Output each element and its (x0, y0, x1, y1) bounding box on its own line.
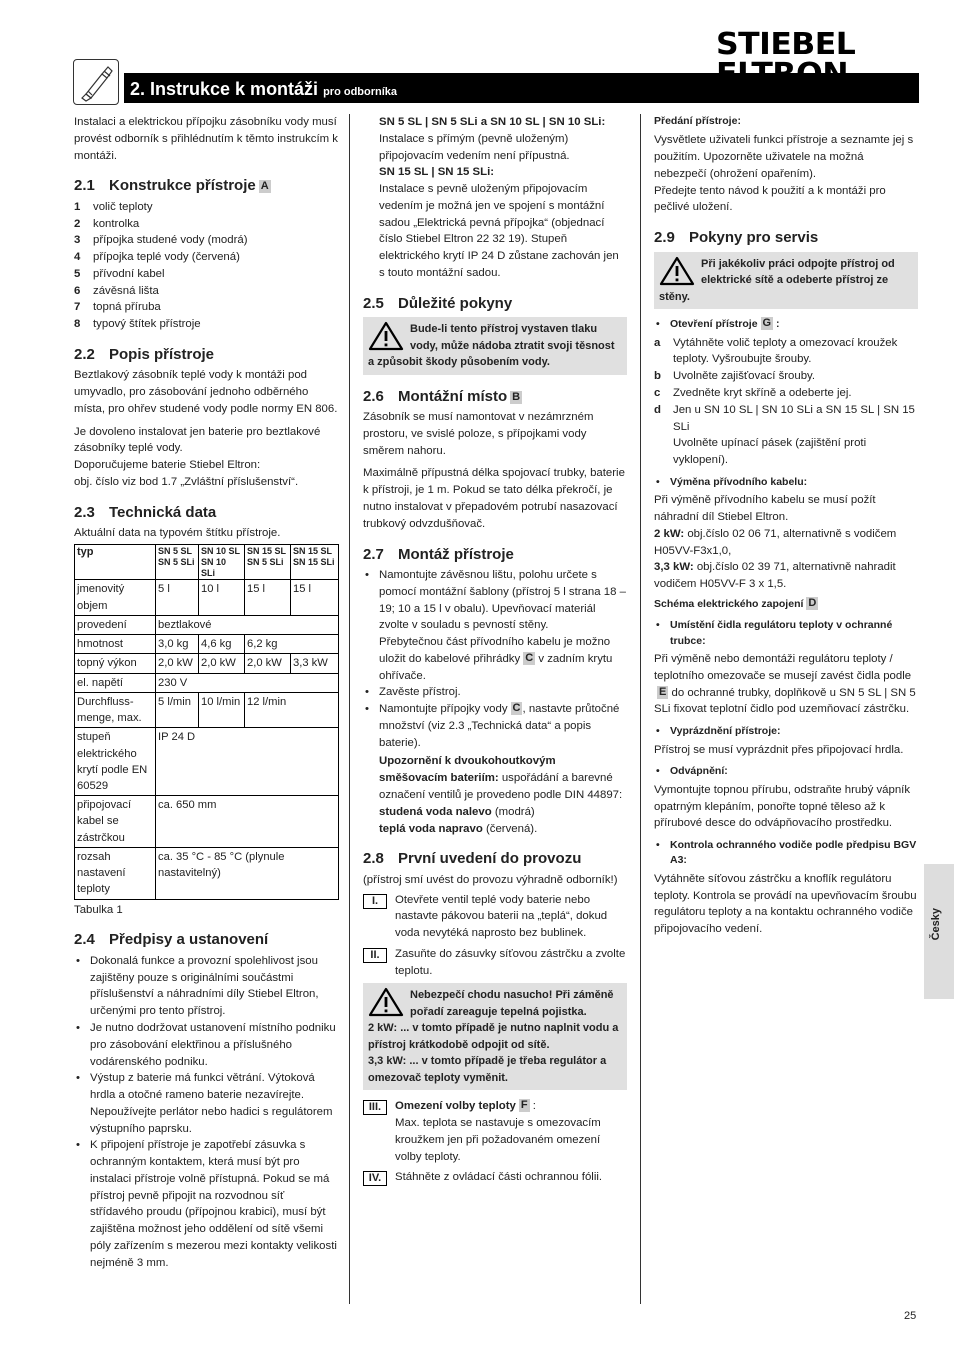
column-divider (640, 114, 641, 1304)
tool-icon (73, 59, 119, 105)
heading-2-9: 2.9 Pokyny pro servis (654, 229, 819, 247)
table-row: topný výkon 2,0 kW 2,0 kW 2,0 kW 3,3 kW (75, 654, 339, 673)
table-row: hmotnost 3,0 kg 4,6 kg 6,2 kg (75, 635, 339, 654)
descaling-heading: • Odvápnění: (654, 764, 918, 779)
figure-ref: C (525, 651, 534, 664)
heading-2-8: 2.8 První uvedení do provozu (363, 850, 582, 868)
step-3: III. Omezení volby teploty F : Max. teplota se nastavuje s omezovacím kroužkem jen při požadovaném omezení volby teploty. (363, 1098, 627, 1165)
table-header-row: typ SN 5 SL SN 5 SLi SN 10 SL SN 10 SLi SN 15 SL SN 5 SLi SN 15 SL SN 15 SLi (75, 545, 339, 580)
warning-box: Při jakékoliv práci odpojte přístroj od elektrické sítě a odeberte přístroj ze stěny. (654, 252, 918, 310)
paragraph: Je dovoleno instalovat jen baterie pro beztlakové zásobníky teplé vody. Doporučujeme baterie Stiebel Eltron: obj. číslo viz bod 1.7 „Zvláštní příslušenství“. (74, 425, 321, 489)
heading-2-7: 2.7 Montáž přístroje (363, 545, 514, 563)
heading-2-5: 2.5 Důležité pokyny (363, 294, 513, 312)
page-title: 2. Instrukce k montáži (130, 79, 319, 99)
column-divider (349, 114, 350, 1304)
warning-icon (659, 256, 695, 286)
paragraph: (přístroj smí uvést do provozu výhradně odborník!) (363, 873, 618, 886)
list-item: • Zavěste přístroj. (363, 684, 627, 701)
model-heading: SN 15 SL | SN 15 SLi: (379, 166, 495, 179)
paragraph: Vysvětlete uživateli funkci přístroje a seznamte jej s použitím. Upozorněte uživatele na možná nebezpečí (ohrožení opařením). Předejte tento návod k použití a k montáži pro pečlivé uložení. (654, 134, 914, 214)
list-item: b Uvolněte zajišťovací šrouby. (654, 370, 816, 383)
page-number: 25 (904, 1310, 917, 1322)
warning-icon (368, 987, 404, 1017)
wiring-diagram-heading: Schéma elektrického zapojení D (654, 596, 817, 610)
table-row: jmenovitý objem 5 l 10 l 15 l 15 l (75, 580, 339, 615)
table-row: el. napětí 230 V (75, 673, 339, 692)
page-subtitle: pro odborníka (323, 86, 398, 98)
warning-box: Bude-li tento přístroj vystaven tlaku vody, může nádoba ztratit svoji těsnost a způsobit škody působením vody. (363, 317, 627, 375)
sensor-heading: • Umístění čidla regulátoru teploty v ochranné trubce: (654, 618, 918, 649)
figure-ref: A (260, 180, 269, 193)
paragraph: Vytáhněte síťovou zástrčku a knoflík regulátoru teploty. Kontrola se provádí na upevňovacím šroubu regulátoru teploty a na kontaktu ochranného vodiče připojovacího vedení. (654, 872, 917, 936)
paragraph: Instalace s pevně uloženým připojovacím vedením je možná jen ve spojení s montážní sadou „Elektrická pevná přípojka“ (objednací číslo Stiebel Eltron 22 32 19). Stupeň elektrického krytí IP 24 D zůstane zachován jen s touto montážní sadou. (379, 183, 619, 279)
paragraph: Beztlakový zásobník teplé vody k montáži pod umyvadlo, pro zásobování jednoho odběrného místa, pro ohřev studené vody podle normy EN 806. (74, 369, 338, 415)
figure-ref: F (520, 1099, 528, 1112)
list-item: • K připojení přístroje je zapotřebí zásuvka s ochranným kontaktem, která musí být pro instalaci přístroje volně přístupná. Pokud se má přístroj pevně připojit na rozvodnou síť střídavého proudu (přípojnou krabici), musí být zajištěna možnost jeho oddělení od sítě všemi póly zařízením s mezerou mezi kontakty velikosti nejméně 3 mm. (74, 1137, 340, 1271)
list-item: • Namontujte závěsnou lištu, polohu určete s pomocí montážní šablony (přístroj 5 l strana 18 – 19; 10 a 15 l v obalu). Upevňovací materiál zvolte v souladu s pevností stěny. Přebytečnou část přívodního kabelu je možno uložit do kabelové přihrádky C v zadním krytu ohřívače. (363, 567, 627, 684)
table-row: Durchfluss-menge, max. 5 l/min 10 l/min 12 l/min (75, 692, 339, 727)
list-item: • Namontujte přípojky vody C , nastavte průtočné množství (viz 2.3 „Technická data“ a popis baterie). (363, 701, 627, 751)
list-item: d Jen u SN 10 SL | SN 10 SLi a SN 15 SL | SN 15 SLi Uvolněte upínací pásek (zajištění proti vyklopení). (654, 403, 915, 467)
figure-ref: C (512, 702, 521, 715)
list-item: 6 závěsná lišta (74, 284, 159, 297)
installation-steps (363, 567, 627, 751)
figure-ref: E (659, 685, 667, 698)
step-1: I. Otevřete ventil teplé vody baterie nebo nastavte pákovou baterii na „teplá“, dokud voda nevytéká naprosto bez bublinek. (363, 892, 627, 942)
paragraph: Při výměně nebo demontáži regulátoru teploty / teplotního omezovače se musejí zavést čidla podleE do ochranné trubky, doplňkově u SN 5 SL | SN 5 SLi fixovat teplotní čidlo pod uzemňovací zástrčku. (654, 653, 916, 716)
open-steps (654, 335, 918, 469)
intro-text: Instalaci a elektrickou přípojku zásobníku vody musí provést odborník s přihlédnutím k těmto instrukcím k montáži. (74, 116, 338, 162)
mixer-note: Upozornění k dvoukohoutkovým směšovacím bateriím: uspořádání a barevné označení ventilů je provedeno podle DIN 44897: studená voda nalevo (modrá) teplá voda napravo (červená). (379, 755, 623, 835)
paragraph: Zásobník se musí namontovat v nezámrzném prostoru, ve svislé poloze, s přípojkami vody směrem nahoru. (363, 411, 594, 457)
column-2 (363, 114, 627, 1190)
warning-box: Nebezpečí chodu nasucho! Při záměně pořadí zareaguje tepelná pojistka. 2 kW: ... v tomto případě je nutno naplnit vodu a přístroj krátkodobě odpojit od sítě. 3,3 kW: ... v tomto případě je třeba regulátor a omezovač teploty vyměnit. (363, 983, 627, 1090)
earth-check-heading: • Kontrola ochranného vodiče podle předpisu BGV A3: (654, 838, 918, 869)
heading-2-1: 2.1 Konstrukce přístroje A (74, 177, 269, 195)
drain-heading: • Vyprázdnění přístroje: (654, 724, 918, 739)
figure-ref: B (512, 390, 521, 403)
technical-data-table (74, 544, 339, 900)
list-item: 5 přívodní kabel (74, 267, 165, 280)
paragraph: Instalace s přímým (pevně uloženým) připojovacím vedením není přípustná. (379, 132, 570, 162)
list-item: 7 topná příruba (74, 301, 161, 314)
list-item: a Vytáhněte volič teploty a omezovací kroužek teploty. Vyšroubujte šrouby. (654, 336, 898, 366)
heading-2-3: 2.3 Technická data (74, 503, 217, 521)
model-heading: SN 5 SL | SN 5 SLi a SN 10 SL | SN 10 SLi: (379, 116, 606, 128)
table-row: připojovací kabel se zástrčkou ca. 650 mm (75, 796, 339, 848)
column-3 (654, 114, 918, 944)
figure-ref: G (762, 317, 772, 330)
language-tab: Česky (924, 864, 954, 999)
heading-2-6: 2.6 Montážní místo B (363, 387, 521, 405)
figure-ref: D (808, 596, 817, 609)
brand-logo: STIEBEL (716, 27, 856, 62)
component-list (74, 199, 340, 333)
handover-heading: Předání přístroje: (654, 115, 741, 127)
heading-2-4: 2.4 Předpisy a ustanovení (74, 931, 269, 949)
warning-icon (368, 321, 404, 351)
list-item: • Je nutno dodržovat ustanovení místního podniku pro zásobování elektřinou a příslušného vodárenského podniku. (74, 1020, 340, 1070)
table-row: stupeň elektrického krytí podle EN 60529 IP 24 D (75, 728, 339, 796)
regulations-list (74, 953, 340, 1272)
list-item: c Zvedněte kryt skříně a odeberte jej. (654, 386, 852, 399)
section-title-bar (124, 73, 919, 103)
table-row: provedení beztlakové (75, 615, 339, 634)
paragraph: Přístroj se musí vyprázdnit přes připojovací hrdla. (654, 743, 904, 756)
paragraph: Vymontujte topnou přírubu, odstraňte hrubý vápník opatrným klepáním, ponořte topné těleso až k přírubové desce do odvápňovacího prostředku. (654, 783, 911, 830)
cable-heading: • Výměna přívodního kabelu: (654, 475, 918, 490)
step-2: II. Zasuňte do zásuvky síťovou zástrčku a zvolte teplotu. (363, 946, 627, 980)
list-item: 8 typový štítek přístroje (74, 318, 201, 331)
list-item: 1 volič teploty (74, 200, 153, 213)
table-caption: Tabulka 1 (74, 903, 123, 916)
list-item: 2 kontrolka (74, 217, 140, 230)
column-1 (74, 114, 340, 1277)
paragraph: Aktuální data na typovém štítku přístroje. (74, 527, 281, 540)
list-item: 3 přípojka studené vody (modrá) (74, 234, 248, 247)
paragraph: Při výměně přívodního kabelu se musí požít náhradní díl Stiebel Eltron. 2 kW: obj.číslo 02 06 71, alternativně s vodičem H05VV-F3x1,0, 3,3 kW: obj.číslo 02 39 71, alternativně nahradit vodičem H05VV-F 3 x 1,5. (654, 494, 897, 591)
step-4: IV. Stáhněte z ovládací části ochrannou fólii. (363, 1169, 627, 1186)
heading-2-2: 2.2 Popis přístroje (74, 345, 215, 363)
table-row: rozsah nastavení teploty ca. 35 °C - 85 °C (plynule nastavitelný) (75, 847, 339, 899)
list-item: • Výstup z baterie má funkci větrání. Výtoková hrdla a otočné rameno baterie nezavírejte. Nepoužívejte perlátor nebo hadici s regulátorem výstupního paprsku. (74, 1070, 340, 1137)
list-item: 4 přípojka teplé vody (červená) (74, 251, 240, 264)
service-open-heading: • Otevření přístroje G : (654, 317, 918, 332)
list-item: • Dokonalá funkce a provozní spolehlivost jsou zajištěny pouze s originálními součástmi příslušenství a náhradními díly Stiebel Eltron, určenými pro tento přístroj. (74, 953, 340, 1020)
paragraph: Maximálně přípustná délka spojovací trubky, baterie k přístroji, je 1 m. Pokud se tato délka překročí, je nutno instalovat v přepadovém potrubí nasazovací trubkový odvzdušňovač. (363, 467, 625, 530)
